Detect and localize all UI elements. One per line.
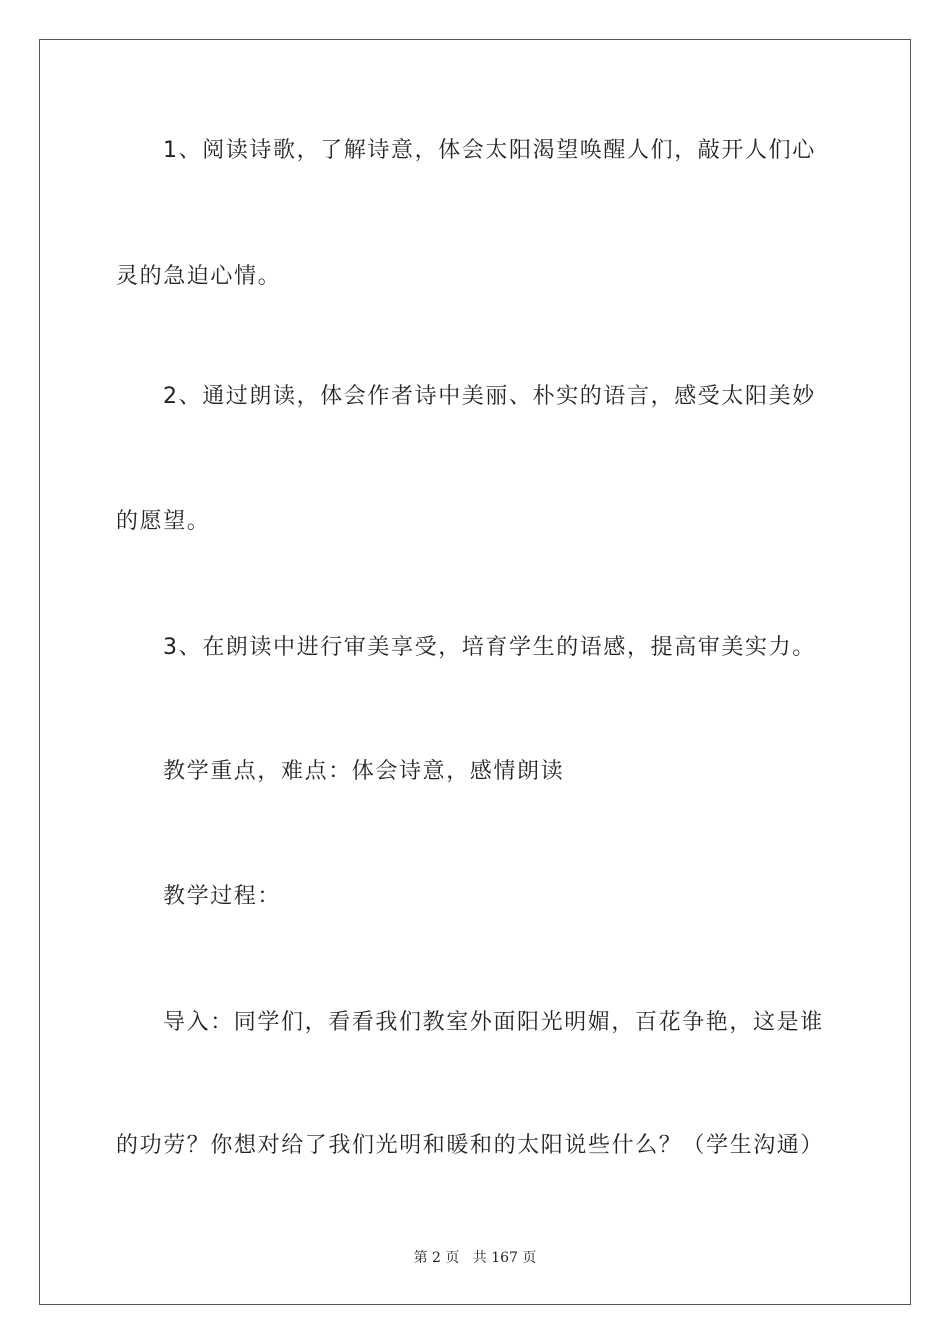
page-number: 第 2 页: [413, 1250, 460, 1266]
paragraph-2-line-1: 2、通过朗读，体会作者诗中美丽、朴实的语言，感受太阳美妙: [163, 384, 816, 409]
paragraph-1-line-2: 灵的急迫心情。: [116, 264, 282, 289]
intro-line-2: 的功劳？你想对给了我们光明和暖和的太阳说些什么？（学生沟通）: [116, 1133, 825, 1158]
page-footer: [0, 1247, 950, 1267]
key-points-line: 教学重点，难点：体会诗意，感情朗读: [163, 759, 565, 784]
process-heading: 教学过程：: [163, 884, 282, 909]
paragraph-3-line-1: 3、在朗读中进行审美享受，培育学生的语感，提高审美实力。: [163, 635, 816, 660]
paragraph-1-line-1: 1、阅读诗歌，了解诗意，体会太阳渴望唤醒人们，敲开人们心: [163, 138, 816, 163]
paragraph-2-line-2: 的愿望。: [116, 509, 211, 534]
page-total: 共 167 页: [472, 1250, 537, 1266]
page-border: [39, 39, 911, 1305]
intro-line-1: 导入：同学们，看看我们教室外面阳光明媚，百花争艳，这是谁: [163, 1010, 824, 1035]
